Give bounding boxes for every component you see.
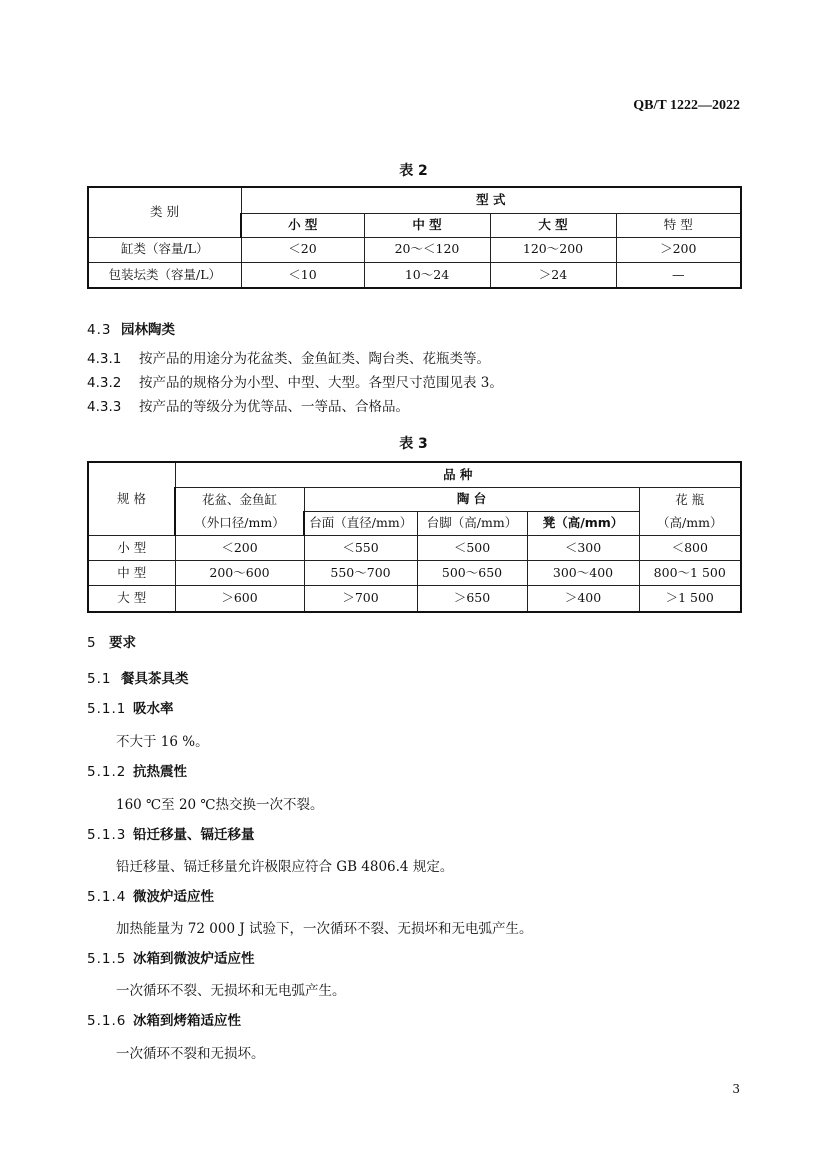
table3-cell: ＜300 — [527, 536, 639, 561]
table3-subheader-stool: 凳（高/mm） — [527, 511, 639, 535]
table3-header-flower-pot — [175, 487, 304, 536]
table-row — [88, 237, 741, 262]
section-5-1-2-text: 160 ℃至 20 ℃热交换一次不裂。 — [116, 797, 324, 813]
table2-cell: 20～＜120 — [364, 237, 490, 262]
table3-caption: 表 3 — [399, 436, 428, 452]
section-5-1-1-heading: 5.1.1 吸水率 — [87, 701, 174, 717]
page-number: 3 — [732, 1082, 740, 1096]
table2-caption: 表 2 — [399, 163, 428, 179]
table2-cell: ＜20 — [241, 237, 364, 262]
table2-cell: — — [616, 262, 741, 288]
table3-header-variety: 品 种 — [175, 462, 741, 487]
section-5-1-5-heading: 5.1.5 冰箱到微波炉适应性 — [87, 951, 255, 967]
table2-cell: ＞24 — [490, 262, 616, 288]
table3-cell: 550～700 — [304, 561, 417, 586]
table3-cell: ＞700 — [304, 586, 417, 612]
table3-cell: ＜500 — [417, 536, 527, 561]
section-5-1-4-heading: 5.1.4 微波炉适应性 — [87, 889, 214, 905]
table3-row-label: 大 型 — [88, 586, 175, 612]
table2-subheader-large: 大 型 — [490, 213, 616, 237]
vase-unit: （高/mm） — [657, 515, 723, 531]
standard-code: QB/T 1222—2022 — [633, 98, 740, 113]
table3-cell: ＜200 — [175, 536, 304, 561]
section-5-1-6-text: 一次循环不裂和无损坏。 — [116, 1046, 265, 1062]
table3-header-pottery-table: 陶 台 — [304, 487, 639, 511]
table2-header-category: 类 别 — [88, 187, 241, 237]
list-item: 4.3.3 按产品的等级分为优等品、一等品、合格品。 — [87, 399, 409, 415]
table3-cell: ＜550 — [304, 536, 417, 561]
table3 — [87, 461, 742, 613]
table3-cell: 500～650 — [417, 561, 527, 586]
list-item: 4.3.2 按产品的规格分为小型、中型、大型。各型尺寸范围见表 3。 — [87, 375, 503, 391]
vase-label: 花 瓶 — [675, 491, 705, 507]
table3-cell: 300～400 — [527, 561, 639, 586]
table3-cell: ＞1 500 — [639, 586, 741, 612]
section-4-3-heading: 4.3 园林陶类 — [87, 322, 175, 338]
list-item: 4.3.1 按产品的用途分为花盆类、金鱼缸类、陶台类、花瓶类等。 — [87, 351, 490, 367]
table3-cell: 200～600 — [175, 561, 304, 586]
section-5-1-1-text: 不大于 16 %。 — [116, 734, 209, 750]
table3-subheader-tabletop: 台面（直径/mm） — [304, 511, 417, 535]
table2 — [87, 186, 742, 289]
table3-cell: ＞400 — [527, 586, 639, 612]
section-5-1-6-heading: 5.1.6 冰箱到烤箱适应性 — [87, 1013, 241, 1029]
table2-subheader-special: 特 型 — [616, 213, 741, 237]
table-row — [88, 262, 741, 288]
section-5-1-3-text: 铅迁移量、镉迁移量允许极限应符合 GB 4806.4 规定。 — [116, 859, 454, 875]
table3-cell: ＜800 — [639, 536, 741, 561]
table2-row-label: 包装坛类（容量/L） — [88, 262, 241, 288]
table2-header-type: 型 式 — [241, 187, 741, 213]
table-row — [88, 561, 741, 586]
table2-subheader-small: 小 型 — [241, 213, 364, 237]
table3-cell: ＞600 — [175, 586, 304, 612]
section-5-1-heading: 5.1 餐具茶具类 — [87, 671, 189, 687]
table3-subheader-table-leg: 台脚（高/mm） — [417, 511, 527, 535]
table2-cell: ＞200 — [616, 237, 741, 262]
table3-row-label: 中 型 — [88, 561, 175, 586]
table3-cell: 800～1 500 — [639, 561, 741, 586]
section-5-1-5-text: 一次循环不裂、无损坏和无电弧产生。 — [116, 983, 346, 999]
table-row — [88, 586, 741, 612]
flower-pot-unit: （外口径/mm） — [194, 515, 285, 531]
table2-cell: ＜10 — [241, 262, 364, 288]
table3-header-spec: 规 格 — [88, 462, 175, 536]
table3-header-vase — [639, 487, 741, 536]
section-5-1-3-heading: 5.1.3 铅迁移量、镉迁移量 — [87, 827, 255, 843]
table2-row-label: 缸类（容量/L） — [88, 237, 241, 262]
table3-row-label: 小 型 — [88, 536, 175, 561]
table2-subheader-medium: 中 型 — [364, 213, 490, 237]
table2-cell: 10～24 — [364, 262, 490, 288]
section-5-1-2-heading: 5.1.2 抗热震性 — [87, 764, 187, 780]
section-5-1-4-text: 加热能量为 72 000 J 试验下，一次循环不裂、无损坏和无电弧产生。 — [116, 921, 533, 937]
section-5-heading: 5 要求 — [87, 635, 136, 651]
table2-cell: 120～200 — [490, 237, 616, 262]
table-row — [88, 536, 741, 561]
table3-cell: ＞650 — [417, 586, 527, 612]
flower-pot-label: 花盆、金鱼缸 — [201, 491, 277, 507]
